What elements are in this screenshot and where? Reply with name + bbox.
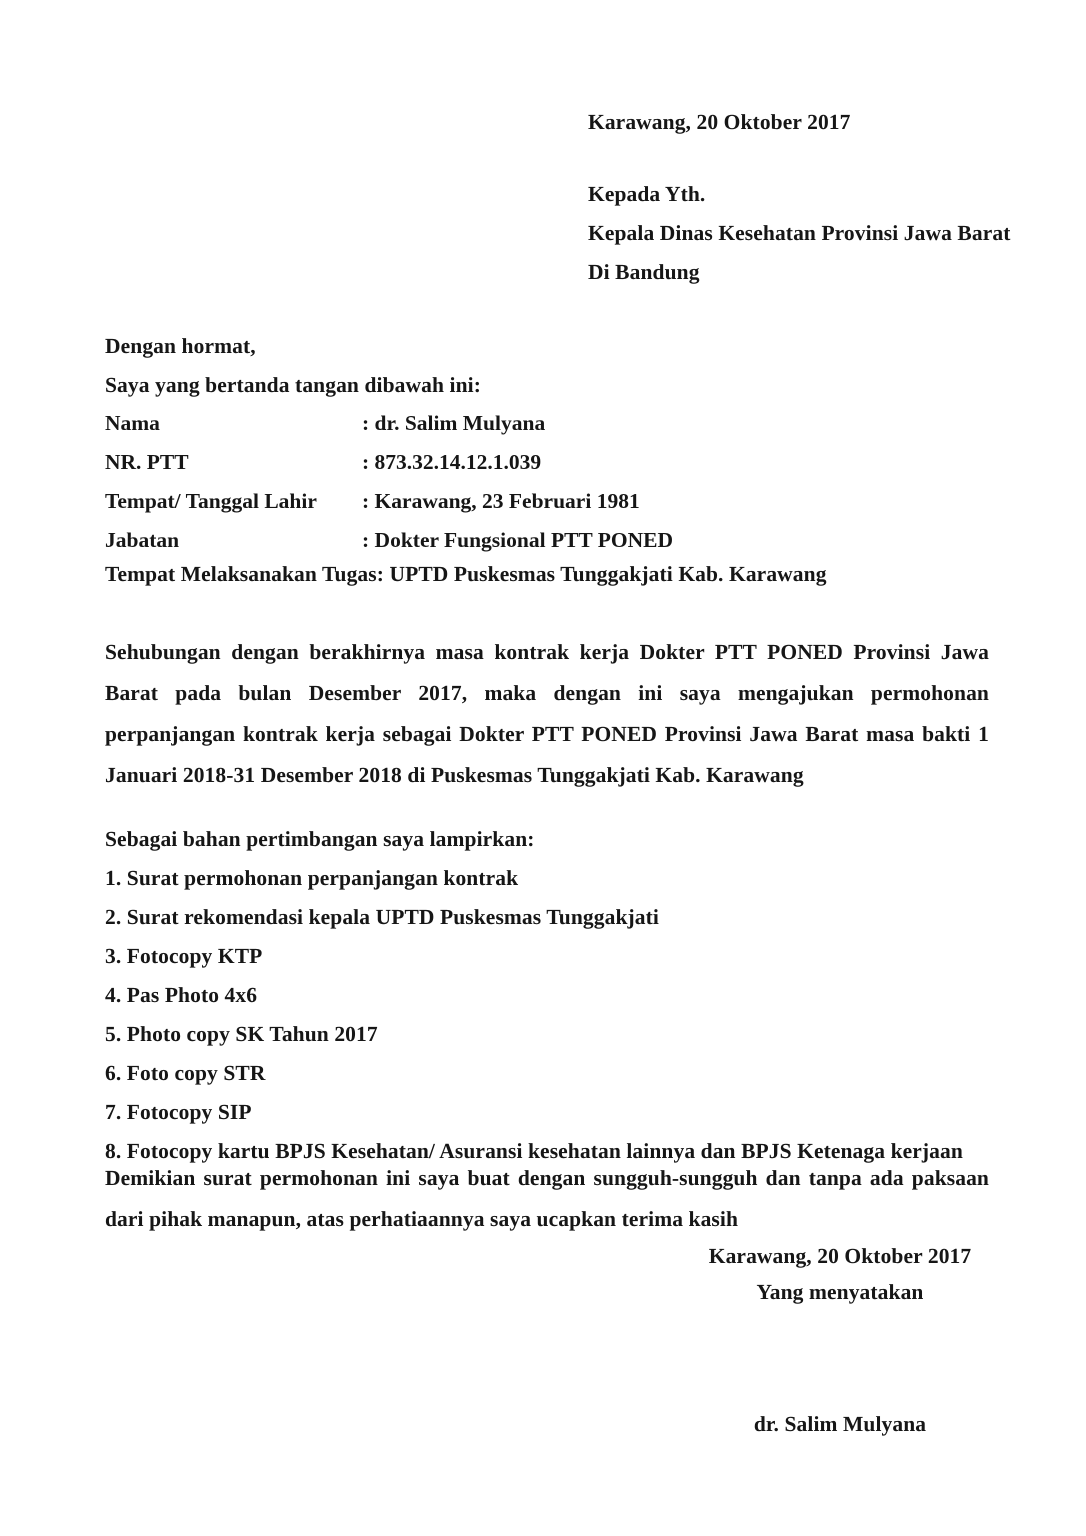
list-item: 3. Fotocopy KTP (105, 944, 263, 968)
signature-space (640, 1310, 1040, 1406)
list-item: 5. Photo copy SK Tahun 2017 (105, 1022, 378, 1046)
body-paragraph: Sehubungan dengan berakhirnya masa kontrak kerja Dokter PTT PONED Provinsi Jawa Barat pada bulan Desember 2017, maka dengan ini saya mengajukan permohonan perpanjangan kontrak kerja sebagai Dokter PTT PONED Provinsi Jawa Barat masa bakti 1 Januari 2018-31 Desember 2018 di Puskesmas Tunggakjati Kab. Karawang (105, 640, 989, 787)
signature-block (640, 1238, 1040, 1442)
addressee-line-3: Di Bandung (588, 260, 700, 284)
list-item: 6. Foto copy STR (105, 1061, 266, 1085)
attachments-intro: Sebagai bahan pertimbangan saya lampirkan: (105, 827, 535, 851)
identity-value-text: 873.32.14.12.1.039 (374, 450, 542, 474)
attachments-list (105, 859, 995, 1171)
identity-value-tempat-tanggal-lahir (362, 482, 995, 521)
addressee-line-1: Kepada Yth. (588, 182, 706, 206)
identity-label-nama: Nama (105, 411, 160, 435)
salutation-intro: Saya yang bertanda tangan dibawah ini: (105, 373, 481, 397)
list-item: 7. Fotocopy SIP (105, 1100, 252, 1124)
table-row (105, 482, 995, 521)
identity-label-nrptt: NR. PTT (105, 450, 189, 474)
identity-table (105, 404, 995, 560)
signature-name: dr. Salim Mulyana (753, 1412, 927, 1436)
signature-declarant-label: Yang menyatakan (756, 1280, 924, 1304)
identity-label-tempat-tanggal-lahir: Tempat/ Tanggal Lahir (105, 489, 317, 513)
list-item: 4. Pas Photo 4x6 (105, 983, 258, 1007)
addressee-line-2: Kepala Dinas Kesehatan Provinsi Jawa Barat (588, 221, 1011, 245)
identity-value-text: dr. Salim Mulyana (374, 411, 546, 435)
identity-label-jabatan: Jabatan (105, 528, 180, 552)
identity-separator: : (362, 450, 370, 474)
signature-place-date: Karawang, 20 Oktober 2017 (708, 1244, 972, 1268)
identity-value-text: Dokter Fungsional PTT PONED (374, 528, 674, 552)
list-item: 8. Fotocopy kartu BPJS Kesehatan/ Asuransi kesehatan lainnya dan BPJS Ketenaga kerjaan (105, 1139, 963, 1163)
closing-paragraph: Demikian surat permohonan ini saya buat dengan sungguh-sungguh dan tanpa ada paksaan dari pihak manapun, atas perhatiaannya saya ucapkan terima kasih (105, 1166, 989, 1231)
list-item: 2. Surat rekomendasi kepala UPTD Puskesmas Tunggakjati (105, 905, 659, 929)
salutation-greeting: Dengan hormat, (105, 334, 256, 358)
identity-value-nama (362, 404, 995, 443)
duty-place-line: Tempat Melaksanakan Tugas: UPTD Puskesmas Tunggakjati Kab. Karawang (105, 562, 827, 586)
list-item: 1. Surat permohonan perpanjangan kontrak (105, 866, 519, 890)
identity-separator: : (362, 411, 370, 435)
identity-value-text: Karawang, 23 Februari 1981 (374, 489, 640, 513)
addressee-block (588, 175, 1010, 292)
header-place-date: Karawang, 20 Oktober 2017 (588, 110, 851, 134)
identity-separator: : (362, 489, 370, 513)
identity-separator: : (362, 528, 370, 552)
table-row (105, 404, 995, 443)
table-row (105, 443, 995, 482)
salutation-block (105, 327, 995, 405)
identity-value-nrptt (362, 443, 995, 482)
